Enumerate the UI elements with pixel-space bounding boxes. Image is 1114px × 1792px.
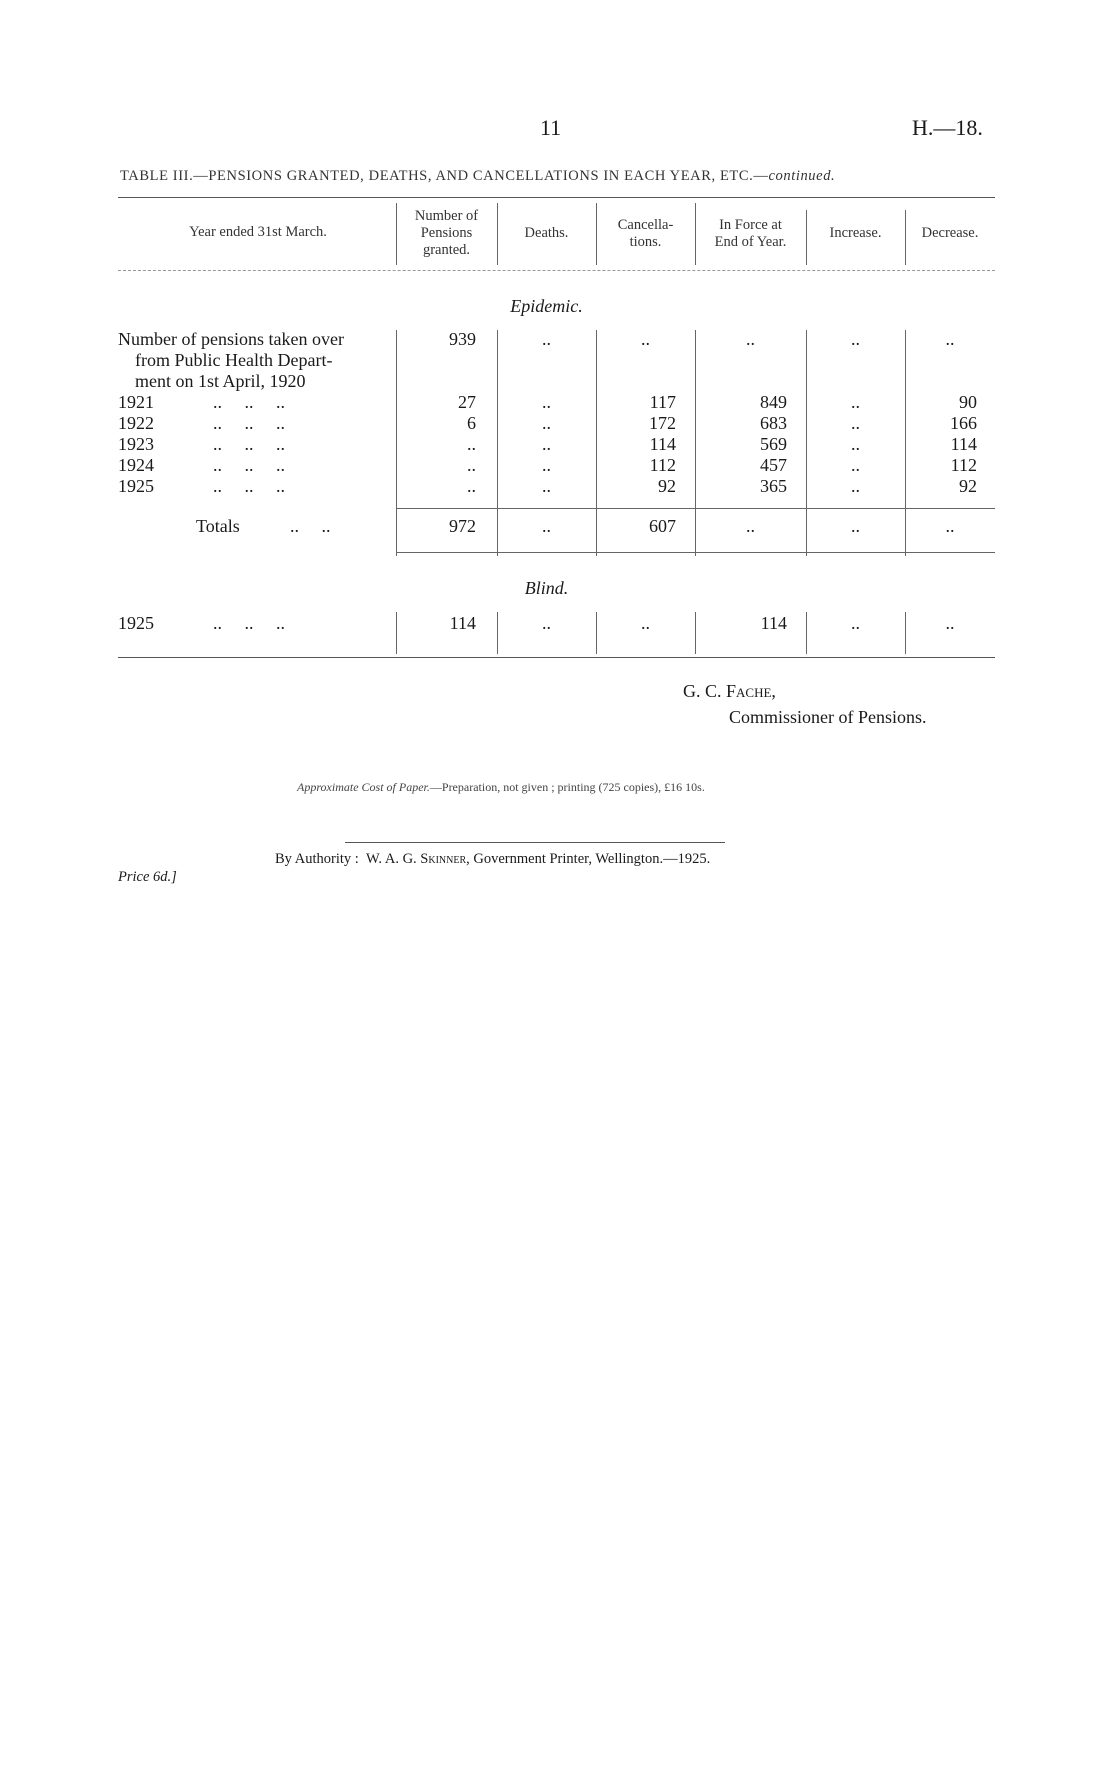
column-header-deaths: Deaths. — [524, 225, 569, 241]
printer-imprint: By Authority : W. A. G. Skinner, Government Printer, Wellington.—1925. — [275, 851, 711, 867]
column-header-year: Year ended 31st March. — [189, 224, 327, 240]
taken-over-label: Number of pensions taken over from Public Health Depart- ment on 1st April, 1920 — [118, 329, 344, 391]
section-heading-blind: Blind. — [524, 578, 569, 598]
page-number: 11 — [540, 115, 562, 140]
taken-over-decrease: .. — [945, 329, 955, 349]
document-reference: H.—18. — [912, 115, 983, 140]
column-header-decrease: Decrease. — [921, 225, 979, 241]
table-bottom-rule — [118, 657, 995, 658]
section-heading-epidemic: Epidemic. — [510, 296, 583, 316]
taken-over-in-force: .. — [746, 329, 755, 349]
column-header-in-force: In Force at End of Year. — [714, 217, 787, 250]
column-header-cancellations: Cancella- tions. — [617, 217, 674, 250]
footer-rule — [345, 842, 725, 843]
table-title: TABLE III.—PENSIONS GRANTED, DEATHS, AND CANCELLATIONS IN EACH YEAR, ETC.—continued. — [120, 168, 836, 184]
taken-over-cancellations: .. — [641, 329, 650, 349]
taken-over-granted: 939 — [449, 329, 476, 349]
header-bottom-rule — [118, 270, 995, 271]
taken-over-deaths: .. — [542, 329, 551, 349]
cost-note: Approximate Cost of Paper.—Preparation, not given ; printing (725 copies), £16 10s. — [297, 780, 705, 794]
signatory-name: G. C. Fache, — [683, 681, 776, 701]
totals-bottom-rule — [396, 552, 995, 553]
column-header-increase: Increase. — [829, 225, 882, 241]
signatory-title: Commissioner of Pensions. — [729, 707, 927, 727]
price: Price 6d.] — [118, 869, 177, 885]
table-top-rule — [118, 197, 995, 198]
column-header-granted: Number of Pensions granted. — [414, 208, 479, 258]
taken-over-increase: .. — [851, 329, 860, 349]
